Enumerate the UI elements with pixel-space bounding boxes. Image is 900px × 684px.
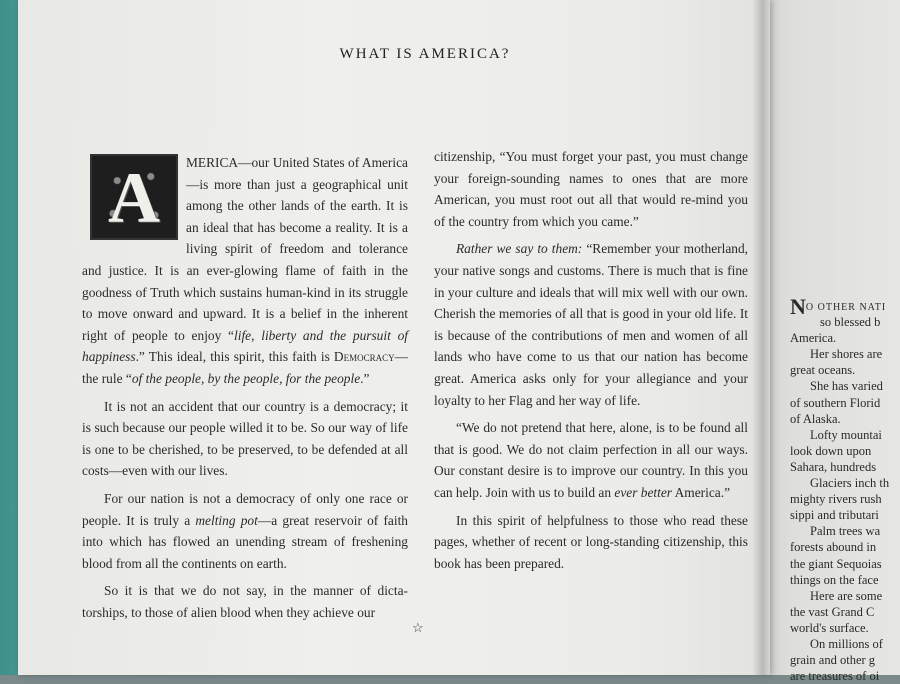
p1-italic-life-liberty: life, liberty and the pursuit of happiness [82,327,408,365]
next-page-line: America. [790,331,837,346]
next-page-line: are treasures of oi [790,669,880,684]
p6-text: “Remember your motherland, your native songs and customs. There is much that is fine in your culture and ideals that will mix well with our own. Cherish the memories of all that is good in your old life. It is because of the contributions of men and women of all lands who have come to us that our nation has become great. America asks only for your allegiance and your loyalty to her Flag and her way of life. [434,241,748,408]
next-page-line: look down upon [790,443,872,458]
p1-end: .” [360,370,370,386]
next-page-line: She has varied [810,379,883,394]
star-ornament: ☆ [412,620,424,635]
next-page-line: mighty rivers rush [790,492,882,507]
p1-rule: —the rule “ [82,349,408,386]
p7-italic: ever better [614,484,673,500]
ornamental-dropcap [90,154,178,240]
next-page-text [790,294,900,684]
p3-italic: melting pot [195,512,258,528]
p6-italic: Rather we say to them: [456,241,583,257]
p1-italic-people: of the people, by the people, for the people [131,370,361,386]
next-page-line: of southern Florid [790,395,881,410]
p1-mid: .” This ideal, this spirit, this faith is [135,349,334,365]
paragraph-5: citizenship, “You must forget your past, you must change your foreign-sounding names to ones that are more American, you must root out all that would re-mind you of the country from which you came.” [434,149,748,229]
p7-b: America.” [672,484,731,500]
p7-a: “We do not pretend that here, alone, is to be found all that is good. We do not claim perfection in all our ways. Our constant desire is to improve our country. In this you can help. Join with us to build an [434,420,748,500]
next-page-line: Palm trees wa [810,524,881,539]
text-column-left [82,152,408,629]
next-page-line: Lofty mountai [810,427,882,442]
next-page-line: the giant Sequoias [790,556,882,571]
p1-text: MERICA—our United States of America —is more than just a geographical unit among the other lands of the earth. It is an ideal that has become a reality. It is a living spirit of freedom and tolerance and justice. It is an ever-glowing flame of faith in the goodness of Truth which sustains human-kind in its struggle to move onward and upward. It is a belief in the inherent right of people to enjoy “ [82,155,408,343]
next-page-initial: N [790,294,806,319]
next-page-line: Her shores are [810,347,883,362]
paragraph-1 [82,152,408,390]
next-page-line: Sahara, hundreds [790,459,877,474]
next-page-line: so blessed b [820,315,881,330]
dropcap-letter: A [108,158,160,238]
page-title: WHAT IS AMERICA? [339,46,511,62]
paragraph-2: It is not an accident that our country is a democracy; it is such because our people willed it to be. So our way of life is one to be cherished, to be preserved, to be defended at all costs—even with our lives. [82,398,408,479]
next-page-line: Here are some [810,588,883,603]
p3-a: For our nation is not a democracy of only one race or people. It is truly a [82,490,408,528]
text-column-right [434,146,748,580]
p3-b: —a great reservoir of faith into which has flowed an unending stream of freshening blood from all the continents on earth. [82,512,408,571]
next-page-line: sippi and tributari [790,508,879,523]
paragraph-3 [82,488,408,574]
next-page-line: NO OTHER NATI [790,294,887,319]
next-page-line: of Alaska. [790,411,841,426]
next-page-line: world's surface. [790,620,869,635]
next-page-line: great oceans. [790,363,856,378]
paragraph-8: In this spirit of helpfulness to those who read these pages, whether of recent or long-standing citizenship, this book has been prepared. [434,512,748,571]
paragraph-4: So it is that we do not say, in the manner of dicta-torships, to those of alien blood when they achieve our [82,583,408,620]
next-page-line: forests abound in [790,540,877,555]
next-page-line: grain and other g [790,653,876,668]
page-gutter-shadow [752,0,770,675]
next-page-line: Glaciers inch th [810,476,890,491]
next-page-line: the vast Grand C [790,604,875,619]
democracy-word: Democracy [333,349,395,365]
paragraph-6 [434,238,748,411]
next-page-line: On millions of [810,636,883,651]
next-page-line: things on the face [790,572,879,587]
paragraph-7 [434,417,748,503]
